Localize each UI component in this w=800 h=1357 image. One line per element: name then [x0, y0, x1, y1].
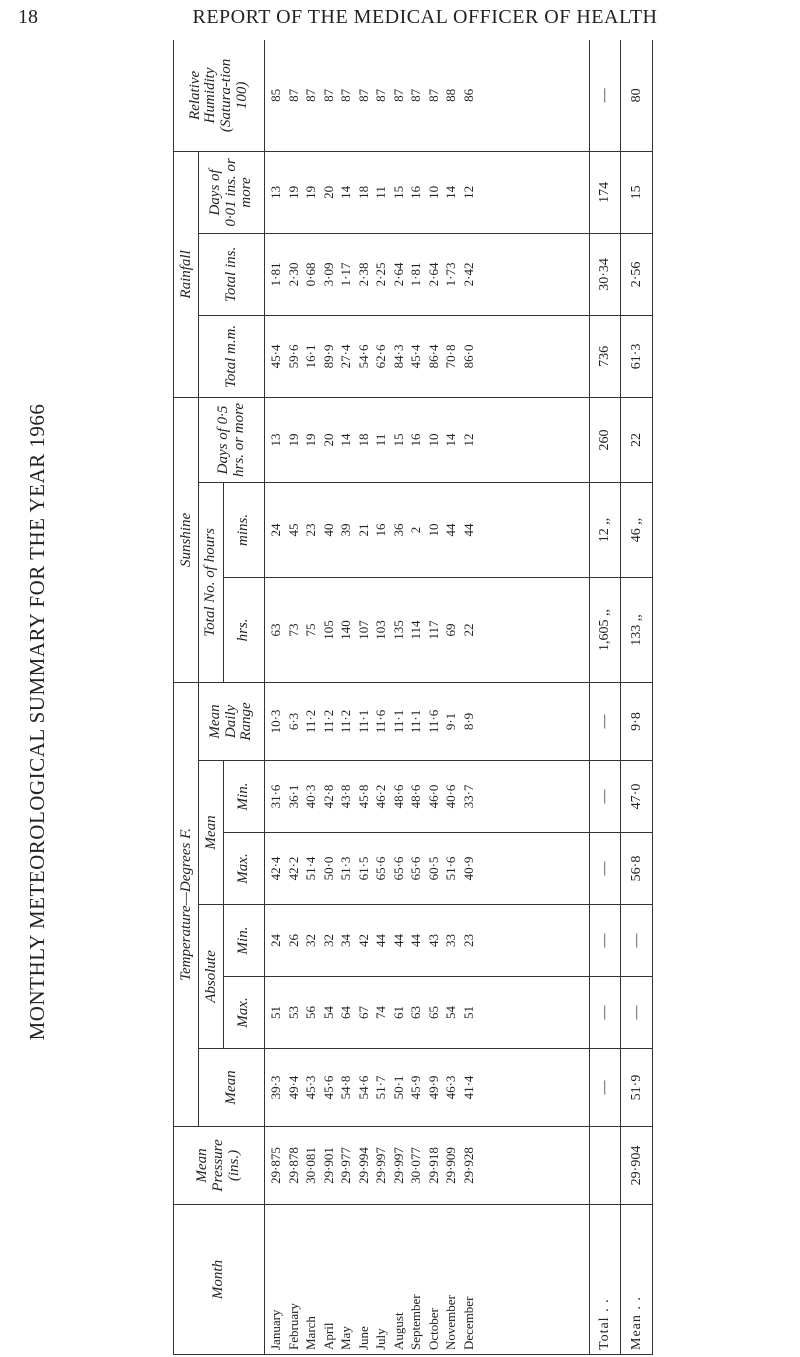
- cell-mean-max: 65·6: [408, 856, 424, 881]
- cell-mean-min: 33·7: [460, 784, 476, 809]
- cell-mean-max: 65·6: [390, 856, 406, 881]
- cell-mins: 24: [268, 523, 284, 537]
- cell-ins: 1·81: [408, 262, 424, 287]
- cell-mean-min: 42·8: [320, 784, 336, 809]
- cell-abs-min: 33: [443, 934, 459, 947]
- cell-rain-days: 19: [285, 185, 301, 199]
- header-mins: mins.: [224, 482, 265, 577]
- rain-mm-column: [265, 315, 589, 397]
- cell-month: October: [425, 1308, 441, 1350]
- cell-range: 9·1: [443, 712, 459, 731]
- sun-days-column: [265, 397, 589, 482]
- cell-mean: 51·7: [373, 1075, 389, 1100]
- cell-range: 11·2: [303, 709, 319, 734]
- abs-min-column: [265, 905, 589, 977]
- cell-range: 10·3: [268, 709, 284, 734]
- cell-abs-max: 74: [373, 1006, 389, 1019]
- cell-abs-min: 24: [268, 934, 284, 947]
- cell-mean-max: 50·0: [320, 856, 336, 881]
- cell-ins: 2·64: [390, 262, 406, 287]
- header-sun-days: Days of 0·5 hrs. or more: [199, 397, 265, 482]
- cell-humidity: 87: [408, 88, 424, 102]
- cell-rain-days: 20: [320, 185, 336, 199]
- cell-hrs: 69: [443, 623, 459, 637]
- mean-rain-days: 15: [621, 151, 653, 233]
- cell-range: 11·6: [425, 709, 441, 734]
- cell-sun-days: 16: [408, 433, 424, 447]
- cell-rain-days: 11: [373, 186, 389, 199]
- cell-month: May: [338, 1326, 354, 1350]
- cell-hrs: 105: [320, 620, 336, 640]
- mean-mm: 61·3: [621, 315, 653, 397]
- cell-mean-max: 65·6: [373, 856, 389, 881]
- cell-mean-min: 40·6: [443, 784, 459, 809]
- sunshine-mins-column: [265, 482, 589, 577]
- cell-sun-days: 14: [443, 433, 459, 447]
- total-humidity: —: [589, 40, 621, 151]
- cell-mean: 46·3: [443, 1075, 459, 1100]
- cell-humidity: 88: [443, 88, 459, 102]
- header-month: Month: [174, 1205, 265, 1355]
- cell-mean-max: 61·5: [355, 856, 371, 881]
- cell-mean-min: 46·0: [425, 784, 441, 809]
- cell-rain-days: 19: [303, 185, 319, 199]
- cell-mean-min: 48·6: [390, 784, 406, 809]
- page-number: 18: [18, 6, 38, 28]
- cell-month: September: [408, 1294, 424, 1350]
- cell-mean-min: 40·3: [303, 784, 319, 809]
- cell-pressure: 30·081: [303, 1147, 319, 1184]
- cell-hrs: 114: [408, 620, 424, 640]
- mean-temp: 51·9: [621, 1049, 653, 1127]
- cell-ins: 1·73: [443, 262, 459, 287]
- cell-mm: 45·4: [268, 344, 284, 369]
- cell-humidity: 87: [303, 88, 319, 102]
- cell-ins: 2·30: [285, 262, 301, 287]
- cell-sun-days: 12: [460, 433, 476, 447]
- total-pressure: [589, 1127, 621, 1205]
- total-range: —: [589, 682, 621, 760]
- mean-max-column: [265, 833, 589, 905]
- header-rain-days: Days of 0·01 ins. or more: [199, 151, 265, 233]
- mean-abs-max: —: [621, 977, 653, 1049]
- cell-mm: 70·8: [443, 344, 459, 369]
- cell-abs-max: 54: [443, 1006, 459, 1019]
- header-temp-mean: Mean: [199, 1049, 265, 1127]
- cell-rain-days: 18: [355, 185, 371, 199]
- cell-month: June: [355, 1326, 371, 1350]
- cell-sun-days: 10: [425, 433, 441, 447]
- cell-range: 11·1: [355, 709, 371, 734]
- mean-label: Mean . .: [621, 1205, 653, 1355]
- cell-sun-days: 11: [373, 433, 389, 447]
- cell-abs-min: 43: [425, 934, 441, 947]
- mean-hrs: 133 ,,: [621, 577, 653, 682]
- mean-abs-min: —: [621, 905, 653, 977]
- total-mean-min: —: [589, 761, 621, 833]
- cell-rain-days: 13: [268, 185, 284, 199]
- cell-mins: 45: [285, 523, 301, 537]
- cell-abs-max: 63: [408, 1006, 424, 1019]
- cell-mm: 89·9: [320, 344, 336, 369]
- cell-humidity: 87: [425, 88, 441, 102]
- header-abs-min: Min.: [224, 905, 265, 977]
- header-rain-ins: Total ins.: [199, 233, 265, 315]
- cell-abs-min: 44: [373, 934, 389, 947]
- cell-mean-min: 43·8: [338, 784, 354, 809]
- mean-mean-min: 47·0: [621, 761, 653, 833]
- cell-abs-min: 44: [390, 934, 406, 947]
- cell-range: 11·2: [338, 709, 354, 734]
- cell-rain-days: 16: [408, 185, 424, 199]
- pressure-column: [265, 1127, 589, 1205]
- cell-humidity: 87: [390, 88, 406, 102]
- cell-mins: 40: [320, 523, 336, 537]
- cell-mean: 45·6: [320, 1075, 336, 1100]
- cell-mm: 59·6: [285, 344, 301, 369]
- group-rainfall: Rainfall: [174, 151, 199, 397]
- cell-abs-min: 32: [303, 934, 319, 947]
- cell-month: February: [285, 1303, 301, 1350]
- cell-pressure: 29·928: [460, 1147, 476, 1184]
- cell-range: 11·1: [408, 709, 424, 734]
- mean-temp-column: [265, 1049, 589, 1127]
- mean-min-column: [265, 761, 589, 833]
- cell-range: 11·6: [373, 709, 389, 734]
- total-mm: 736: [589, 315, 621, 397]
- page-header: REPORT OF THE MEDICAL OFFICER OF HEALTH: [192, 6, 658, 28]
- cell-mm: 86·0: [460, 344, 476, 369]
- cell-sun-days: 13: [268, 433, 284, 447]
- cell-rain-days: 14: [338, 185, 354, 199]
- cell-pressure: 29·918: [425, 1147, 441, 1184]
- cell-hrs: 117: [425, 620, 441, 640]
- header-total-hours: Total No. of hours: [199, 482, 224, 682]
- cell-humidity: 87: [355, 88, 371, 102]
- cell-sun-days: 19: [285, 433, 301, 447]
- total-rain-days: 174: [589, 151, 621, 233]
- cell-mean-max: 51·3: [338, 856, 354, 881]
- cell-range: 11·2: [320, 709, 336, 734]
- cell-mean-max: 60·5: [425, 856, 441, 881]
- cell-humidity: 87: [373, 88, 389, 102]
- cell-pressure: 29·878: [285, 1147, 301, 1184]
- cell-month: August: [390, 1312, 406, 1350]
- mean-mean-max: 56·8: [621, 833, 653, 905]
- cell-mean-min: 31·6: [268, 784, 284, 809]
- total-abs-min: —: [589, 905, 621, 977]
- mean-range: 9·8: [621, 682, 653, 760]
- header-mean-max: Max.: [224, 833, 265, 905]
- cell-humidity: 87: [338, 88, 354, 102]
- sunshine-hrs-column: [265, 577, 589, 682]
- cell-ins: 1·17: [338, 262, 354, 287]
- cell-pressure: 29·875: [268, 1147, 284, 1184]
- cell-month: July: [373, 1328, 389, 1350]
- cell-abs-min: 42: [355, 934, 371, 947]
- abs-max-column: [265, 977, 589, 1049]
- total-row: [589, 40, 621, 1355]
- cell-mean-max: 51·4: [303, 856, 319, 881]
- cell-pressure: 29·997: [373, 1147, 389, 1184]
- cell-hrs: 140: [338, 620, 354, 640]
- group-mean: Mean: [199, 761, 224, 905]
- total-mean-max: —: [589, 833, 621, 905]
- cell-ins: 1·81: [268, 262, 284, 287]
- rotated-table-frame: [173, 40, 653, 1355]
- mean-pressure: 29·904: [621, 1127, 653, 1205]
- cell-mean: 54·6: [355, 1075, 371, 1100]
- cell-mins: 21: [355, 523, 371, 537]
- cell-mean-max: 40·9: [460, 856, 476, 881]
- side-title: MONTHLY METEOROLOGICAL SUMMARY FOR THE YEAR 1966: [25, 403, 49, 1041]
- cell-abs-max: 64: [338, 1006, 354, 1019]
- cell-mean-min: 46·2: [373, 784, 389, 809]
- group-temperature: Temperature—Degrees F.: [174, 682, 199, 1126]
- cell-ins: 3·09: [320, 262, 336, 287]
- cell-sun-days: 18: [355, 433, 371, 447]
- cell-ins: 2·64: [425, 262, 441, 287]
- cell-pressure: 29·977: [338, 1147, 354, 1184]
- cell-abs-max: 51: [268, 1006, 284, 1019]
- cell-rain-days: 15: [390, 185, 406, 199]
- group-absolute: Absolute: [199, 905, 224, 1049]
- cell-mean: 49·4: [285, 1075, 301, 1100]
- cell-abs-max: 56: [303, 1006, 319, 1019]
- cell-mean: 45·9: [408, 1075, 424, 1100]
- cell-mins: 39: [338, 523, 354, 537]
- cell-humidity: 87: [320, 88, 336, 102]
- daily-range-column: [265, 682, 589, 760]
- total-mins: 12 ,,: [589, 482, 621, 577]
- cell-sun-days: 20: [320, 433, 336, 447]
- cell-ins: 2·25: [373, 262, 389, 287]
- cell-mm: 84·3: [390, 344, 406, 369]
- cell-abs-max: 65: [425, 1006, 441, 1019]
- total-label: Total . .: [589, 1205, 621, 1355]
- cell-rain-days: 14: [443, 185, 459, 199]
- cell-month: April: [320, 1322, 336, 1350]
- cell-abs-min: 32: [320, 934, 336, 947]
- cell-sun-days: 15: [390, 433, 406, 447]
- header-pressure: Mean Pressure (ins.): [174, 1127, 265, 1205]
- cell-mm: 45·4: [408, 344, 424, 369]
- header-humidity: Relative Humidity (Satura-tion 100): [174, 40, 265, 151]
- total-sun-days: 260: [589, 397, 621, 482]
- rain-days-column: [265, 151, 589, 233]
- cell-abs-min: 23: [460, 934, 476, 947]
- cell-mean-min: 45·8: [355, 784, 371, 809]
- cell-pressure: 29·901: [320, 1147, 336, 1184]
- cell-mm: 54·6: [355, 344, 371, 369]
- cell-mean-max: 42·2: [285, 856, 301, 881]
- cell-abs-min: 26: [285, 934, 301, 947]
- cell-mean: 45·3: [303, 1075, 319, 1100]
- cell-ins: 2·42: [460, 262, 476, 287]
- cell-mean: 41·4: [460, 1075, 476, 1100]
- cell-mean: 39·3: [268, 1075, 284, 1100]
- total-mean: —: [589, 1049, 621, 1127]
- mean-row: [621, 40, 653, 1355]
- header-abs-max: Max.: [224, 977, 265, 1049]
- cell-range: 6·3: [285, 712, 301, 731]
- cell-mins: 36: [390, 523, 406, 537]
- cell-abs-max: 54: [320, 1006, 336, 1019]
- cell-mm: 86·4: [425, 344, 441, 369]
- cell-month: March: [303, 1316, 319, 1350]
- cell-month: November: [443, 1295, 459, 1350]
- cell-mean: 50·1: [390, 1075, 406, 1100]
- month-column: [265, 1205, 589, 1355]
- cell-abs-max: 61: [390, 1006, 406, 1019]
- cell-mins: 44: [443, 523, 459, 537]
- mean-ins: 2·56: [621, 233, 653, 315]
- mean-mins: 46 ,,: [621, 482, 653, 577]
- cell-hrs: 22: [460, 623, 476, 637]
- cell-mean: 54·8: [338, 1075, 354, 1100]
- header-mean-min: Min.: [224, 761, 265, 833]
- cell-ins: 0·68: [303, 262, 319, 287]
- cell-mins: 10: [425, 523, 441, 537]
- header-rain-mm: Total m.m.: [199, 315, 265, 397]
- cell-abs-max: 51: [460, 1006, 476, 1019]
- rain-ins-column: [265, 233, 589, 315]
- cell-rain-days: 12: [460, 185, 476, 199]
- cell-mins: 2: [408, 526, 424, 534]
- cell-humidity: 87: [285, 88, 301, 102]
- cell-abs-max: 67: [355, 1006, 371, 1019]
- cell-mins: 44: [460, 523, 476, 537]
- mean-humidity: 80: [621, 40, 653, 151]
- cell-pressure: 29·994: [355, 1147, 371, 1184]
- cell-pressure: 29·909: [443, 1147, 459, 1184]
- cell-hrs: 75: [303, 623, 319, 637]
- cell-hrs: 107: [355, 620, 371, 640]
- cell-mean-min: 48·6: [408, 784, 424, 809]
- cell-hrs: 103: [373, 620, 389, 640]
- cell-mins: 16: [373, 523, 389, 537]
- header-daily-range: Mean Daily Range: [199, 682, 265, 760]
- cell-range: 8·9: [460, 712, 476, 731]
- cell-abs-min: 44: [408, 934, 424, 947]
- cell-mm: 27·4: [338, 344, 354, 369]
- mean-sun-days: 22: [621, 397, 653, 482]
- total-abs-max: —: [589, 977, 621, 1049]
- total-hrs: 1,605 ,,: [589, 577, 621, 682]
- cell-abs-min: 34: [338, 934, 354, 947]
- cell-mean-min: 36·1: [285, 784, 301, 809]
- cell-pressure: 30·077: [408, 1147, 424, 1184]
- meteorological-table: [173, 40, 653, 1355]
- cell-abs-max: 53: [285, 1006, 301, 1019]
- cell-mean: 49·9: [425, 1075, 441, 1100]
- cell-pressure: 29·997: [390, 1147, 406, 1184]
- cell-month: January: [268, 1309, 284, 1350]
- cell-mm: 16·1: [303, 344, 319, 369]
- cell-mean-max: 51·6: [443, 856, 459, 881]
- cell-humidity: 85: [268, 88, 284, 102]
- cell-mm: 62·6: [373, 344, 389, 369]
- group-sunshine: Sunshine: [174, 397, 199, 682]
- cell-mean-max: 42·4: [268, 856, 284, 881]
- cell-month: December: [460, 1296, 476, 1350]
- total-ins: 30·34: [589, 233, 621, 315]
- cell-hrs: 73: [285, 623, 301, 637]
- humidity-column: [265, 40, 589, 151]
- header-hrs: hrs.: [224, 577, 265, 682]
- cell-mins: 23: [303, 523, 319, 537]
- cell-sun-days: 19: [303, 433, 319, 447]
- cell-hrs: 63: [268, 623, 284, 637]
- cell-range: 11·1: [390, 709, 406, 734]
- cell-humidity: 86: [460, 88, 476, 102]
- cell-hrs: 135: [390, 620, 406, 640]
- cell-sun-days: 14: [338, 433, 354, 447]
- cell-ins: 2·38: [355, 262, 371, 287]
- cell-rain-days: 10: [425, 185, 441, 199]
- monthly-rows: [265, 40, 589, 1355]
